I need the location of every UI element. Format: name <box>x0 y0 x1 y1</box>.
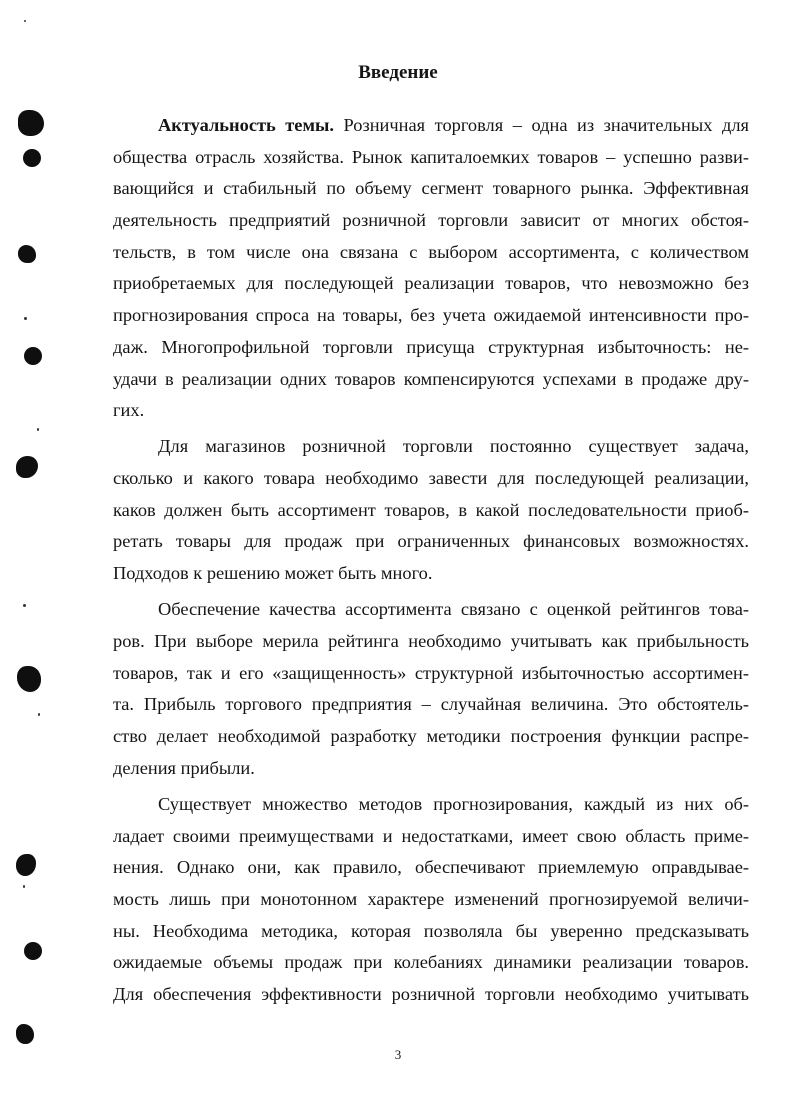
scan-speck <box>37 428 39 431</box>
text-line: Для обеспечения эффективности розничной торговли необходимо учитывать <box>113 984 749 1005</box>
page-number: 3 <box>394 1047 402 1062</box>
scan-speck <box>23 885 25 888</box>
binder-hole <box>17 666 41 692</box>
text-line: та. Прибыль торгового предприятия – случайная величина. Это обстоятель- <box>113 694 749 715</box>
text-line: Подходов к решению может быть много. <box>113 563 433 584</box>
text-line: общества отрасль хозяйства. Рынок капиталоемких товаров – успешно разви- <box>113 146 749 167</box>
text-line: ожидаемые объемы продаж при колебаниях динамики реализации товаров. <box>113 952 749 973</box>
text-line: ладает своими преимуществами и недостатками, имеет свою область приме- <box>113 825 749 846</box>
scan-speck <box>23 604 26 607</box>
text-line: каков должен быть ассортимент товаров, в какой последовательности приоб- <box>113 499 749 520</box>
binder-hole <box>24 347 42 365</box>
text-line: ров. При выборе мерила рейтинга необходимо учитывать как прибыльность <box>113 631 749 651</box>
text-line: приобретаемых для последующей реализации товаров, что невозможно без <box>113 273 749 294</box>
text-line: даж. Многопрофильной торговли присуща структурная избыточность: не- <box>113 336 749 357</box>
text-line: мость лишь при монотонном характере изменений прогнозируемой величи- <box>113 889 749 909</box>
text-line <box>113 110 749 142</box>
text-line: Для магазинов розничной торговли постоянно существует задача, <box>158 436 749 457</box>
text-line: ство делает необходимой разработку методики построения функции распре- <box>113 726 749 747</box>
scan-speck <box>24 317 27 320</box>
text-line: прогнозирования спроса на товары, без учета ожидаемой интенсивности про- <box>113 305 749 326</box>
binder-hole <box>16 456 38 478</box>
binder-hole <box>24 942 42 960</box>
scan-speck <box>24 20 26 22</box>
lead-term: Актуальность темы. <box>158 115 334 135</box>
text-line: гих. <box>113 400 145 421</box>
text-line: ретать товары для продаж при ограниченных финансовых возможностях. <box>113 531 749 552</box>
text-line: нения. Однако они, как правило, обеспечивают приемлемую оправдывае- <box>113 857 749 878</box>
text-line: деления прибыли. <box>113 757 255 778</box>
text-line: деятельность предприятий розничной торговли зависит от многих обстоя- <box>113 210 749 231</box>
scan-speck <box>38 713 40 716</box>
text-line: удачи в реализации одних товаров компенсируются успехами в продаже дру- <box>113 368 749 389</box>
page-title: Введение <box>358 62 438 83</box>
text-line: ны. Необходима методика, которая позволяла бы уверенно предсказывать <box>113 920 749 941</box>
text-line: товаров, так и его «защищенность» структурной избыточностью ассортимен- <box>113 662 749 683</box>
text-line: тельств, в том числе она связана с выбором ассортимента, с количеством <box>113 241 749 262</box>
text-line: сколько и какого товара необходимо завести для последующей реализации, <box>113 468 749 489</box>
text-line: Обеспечение качества ассортимента связано с оценкой рейтингов това- <box>158 599 749 620</box>
text-line: вающийся и стабильный по объему сегмент товарного рынка. Эффективная <box>113 178 749 199</box>
text-line: Существует множество методов прогнозирования, каждый из них об- <box>158 793 749 814</box>
document-body <box>113 110 749 1011</box>
binder-hole <box>23 149 41 167</box>
binder-hole <box>16 854 36 876</box>
text-line-content: Розничная торговля – одна из значительных для <box>333 115 749 135</box>
binder-hole <box>18 110 44 136</box>
binder-hole <box>16 1024 34 1044</box>
binder-hole <box>18 245 36 263</box>
